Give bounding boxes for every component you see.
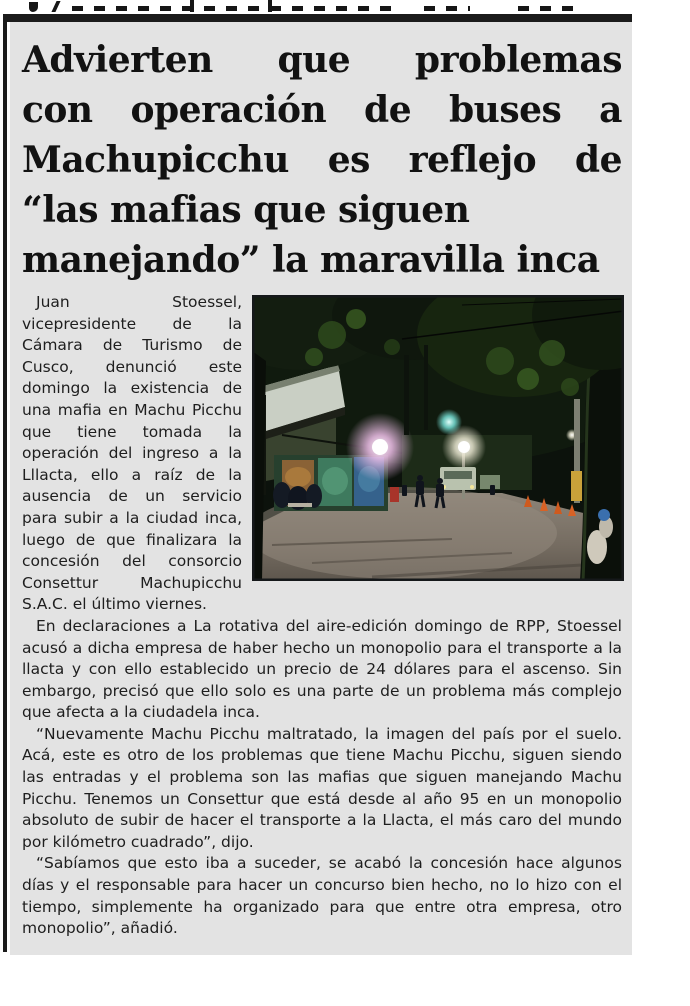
headline-line: Advierten que problemas (22, 39, 622, 81)
article-page (10, 22, 632, 955)
headline-line: Machupicchu es reflejo de (22, 139, 622, 181)
paragraph: En declaraciones a La rotativa del aire-edición domingo de RPP, Stoessel acusó a dicha empresa de haber hecho un monopolio para el transporte a la llacta y con ello establecido un precio de 24 dólares para el ascenso. Sin embargo, precisó que ello solo es una parte de un problema más complejo que afecta a la ciudadela inca. (22, 616, 622, 722)
article-body (22, 292, 622, 940)
paragraph: “Nuevamente Machu Picchu maltratado, la imagen del país por el suelo. Acá, este es otro de los problemas que tiene Machu Picchu, siguen siendo las entradas y el problema son las mafias que siguen manejando Machu Picchu. Tenemos un Consettur que está desde al año 95 en un monopolio absoluto de subir de hacer el transporte a la Llacta, el más caro del mundo por kilómetro cuadrado”, dijo. (22, 724, 622, 851)
headline (10, 22, 632, 285)
paragraph: “Sabíamos que esto iba a suceder, se acabó la concesión hace algunos días y el responsable para hacer un concurso bien hecho, no lo hizo con el tiempo, simplemente ha organizado para que entre otra empresa, otro monopolio”, añadió. (22, 854, 622, 938)
headline-line: “las mafias que siguen (22, 189, 470, 231)
article-photo (252, 295, 624, 581)
top-rule (3, 14, 632, 22)
headline-line: manejando” la maravilla inca (22, 239, 600, 281)
paragraph: Juan Stoessel, vicepresidente de la Cámara de Turismo de Cusco, denunció este domingo la existencia de una mafia en Machu Picchu que tiene tomada la operación del ingreso a la Lllacta, ello a raíz de la ausencia de un servicio para subir a la ciudad inca, luego de que finalizara la concesión del consorcio Consettur Machupicchu S.A.C. el último viernes. (22, 293, 242, 614)
cropped-text-fragments (0, 0, 690, 13)
headline-line: con operación de buses a (22, 89, 622, 131)
left-rule (3, 14, 7, 952)
